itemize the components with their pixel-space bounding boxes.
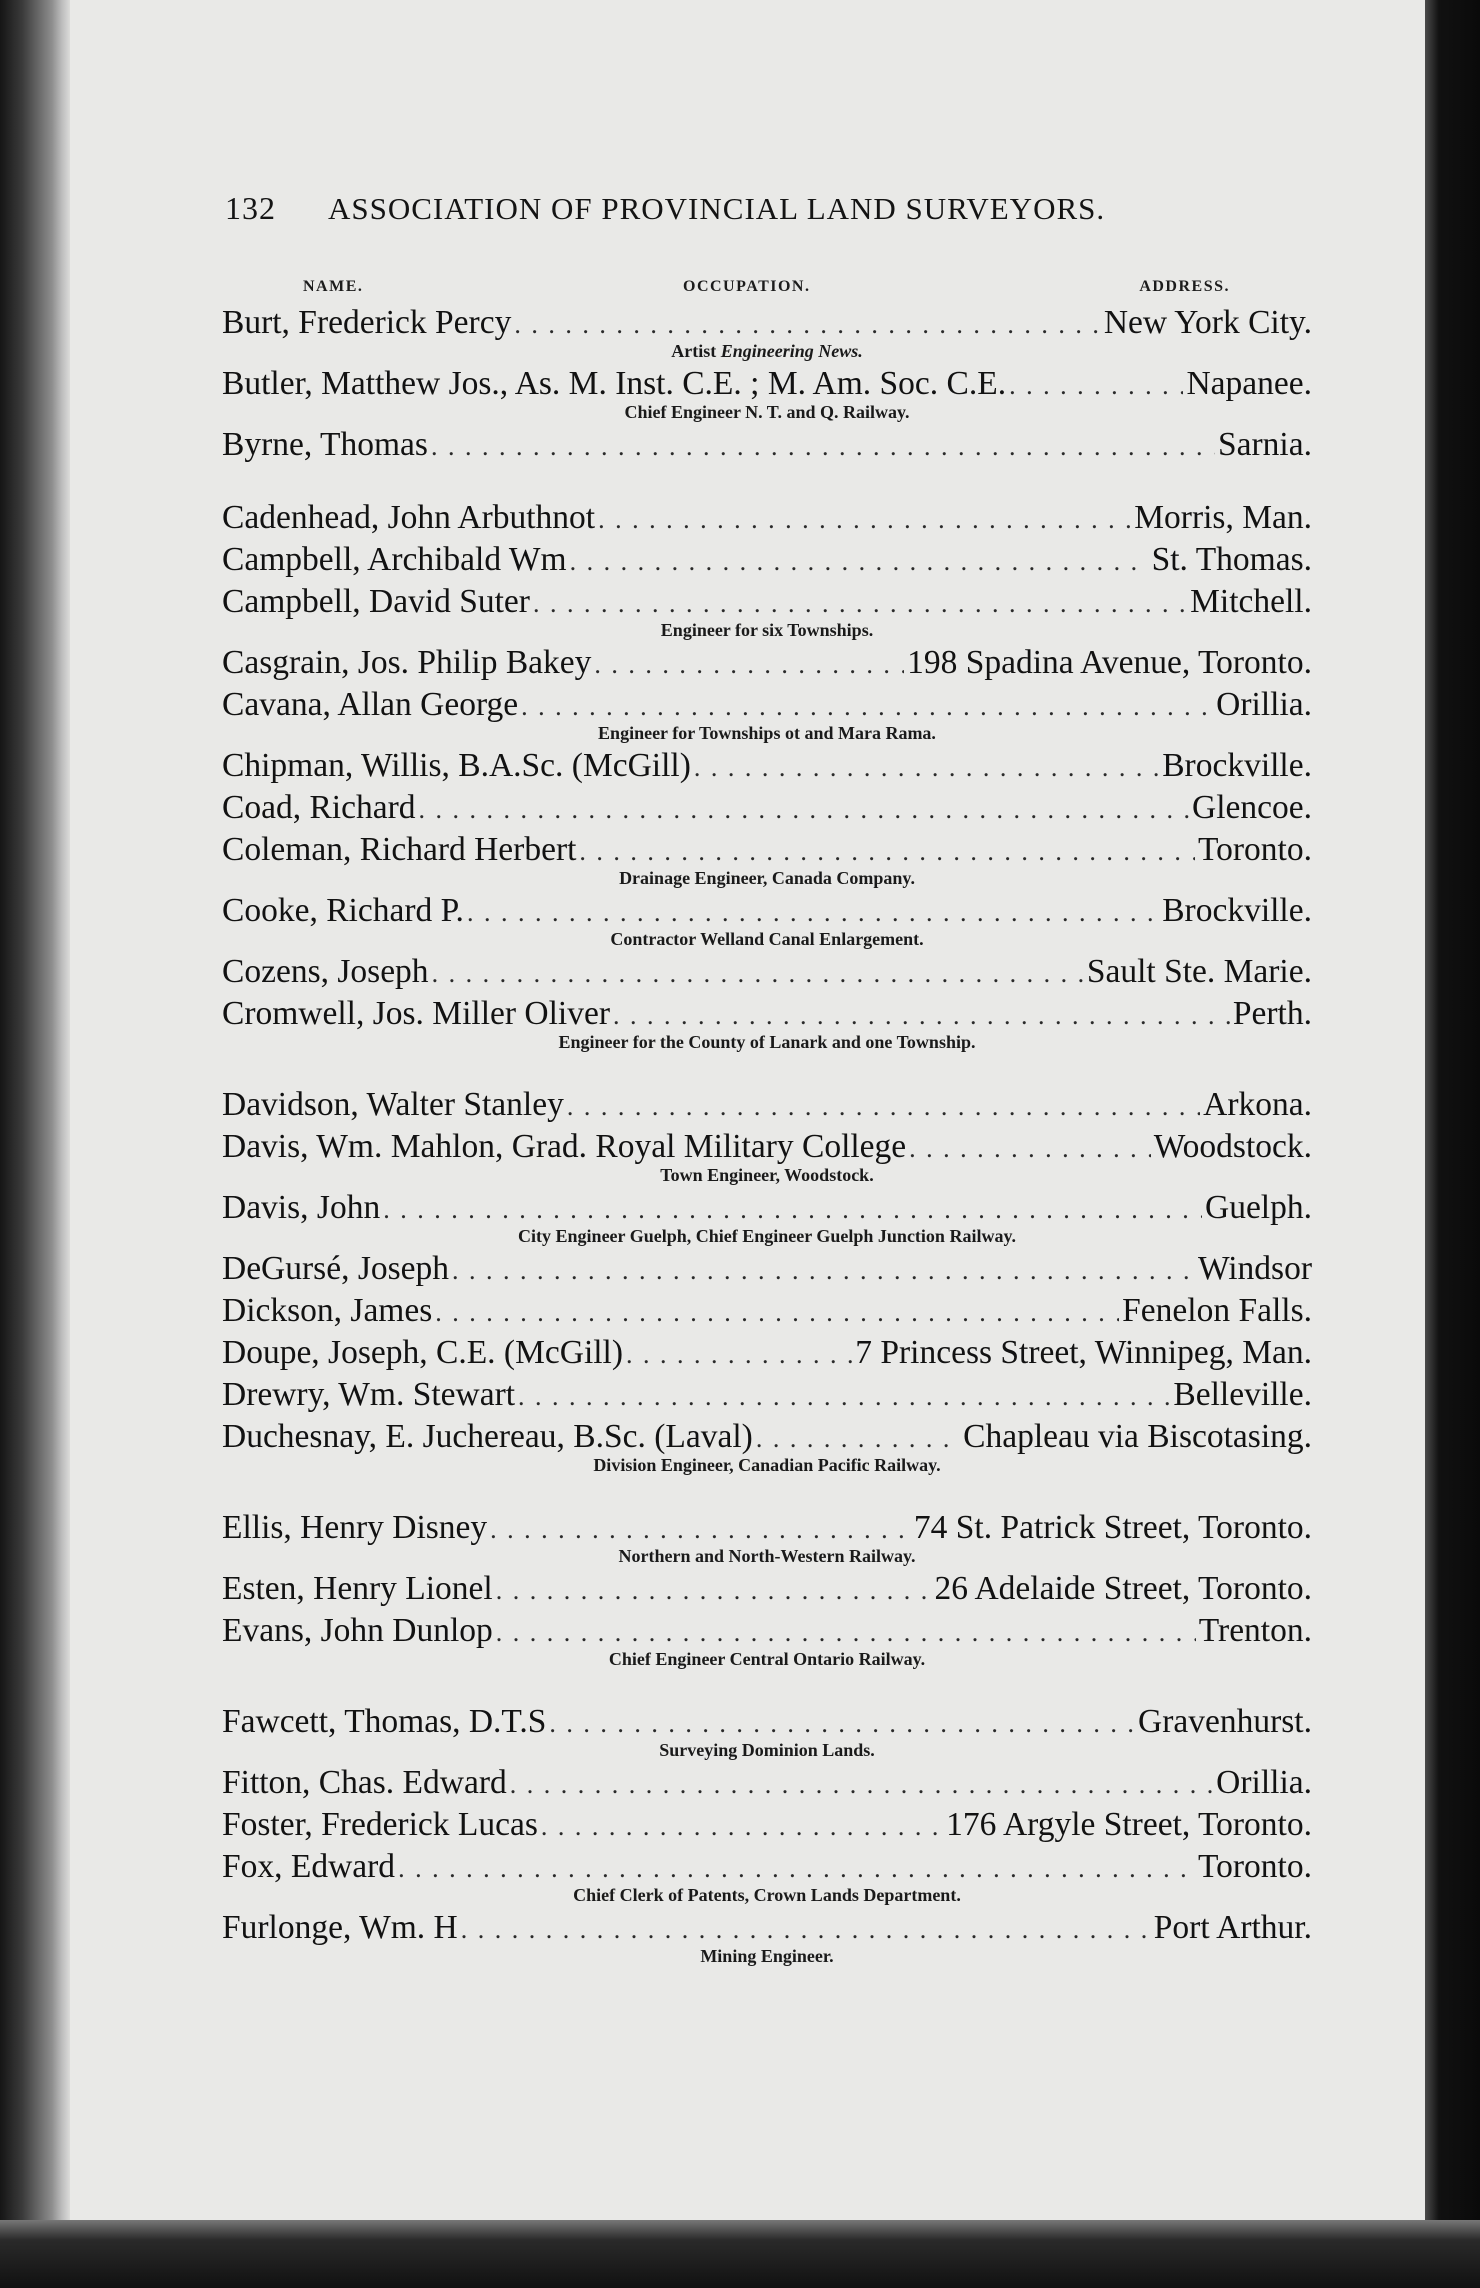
occupation-text: Artist [671,341,717,361]
entry-line [222,1084,1312,1126]
letter-group [222,1084,1312,1476]
member-name: Cooke, Richard P. [222,892,464,929]
entry-line [222,951,1312,993]
dot-leader [909,1128,1151,1170]
running-head [225,190,1185,227]
member-entry [222,787,1312,829]
member-entry [222,951,1312,993]
entry-line [222,1416,1312,1458]
dot-leader [570,541,1149,583]
member-name: Butler, Matthew Jos., As. M. Inst. C.E. ; M. Am. Soc. C.E. [222,365,1007,402]
dot-leader [598,499,1131,541]
member-address: Glencoe. [1192,789,1312,826]
member-name: Fitton, Chas. Edward [222,1764,507,1801]
entry-line [222,1187,1312,1229]
dot-leader [431,426,1215,468]
member-name: Coad, Richard [222,789,416,826]
occupation-text: Engineer for the County of Lanark and one Township. [558,1032,976,1052]
member-entry [222,642,1312,684]
member-entry [222,1610,1312,1670]
member-entry [222,1507,1312,1567]
member-name: Campbell, Archibald Wm [222,541,567,578]
dot-leader [518,1376,1170,1418]
entry-line [222,1126,1312,1168]
dot-leader [541,1806,943,1848]
member-address: Arkona. [1203,1086,1312,1123]
member-address: Toronto. [1198,831,1312,868]
entry-line [222,787,1312,829]
entry-line [222,993,1312,1035]
member-address: Fenelon Falls. [1122,1292,1312,1329]
member-entry [222,581,1312,641]
dot-leader [567,1086,1200,1128]
member-name: Cozens, Joseph [222,953,429,990]
member-entry [222,1846,1312,1906]
member-entry [222,424,1312,466]
member-entry [222,1416,1312,1476]
entry-line [222,539,1312,581]
member-entry [222,1804,1312,1846]
entry-line [222,1701,1312,1743]
dot-leader [626,1334,852,1376]
member-address: Port Arthur. [1153,1909,1312,1946]
letter-group [222,302,1312,466]
member-address: Woodstock. [1153,1128,1312,1165]
dot-leader [419,789,1190,831]
member-address: Chapleau via Biscotasing. [963,1418,1312,1455]
letter-group [222,1507,1312,1670]
entry-line [222,302,1312,344]
dot-leader [594,644,904,686]
member-address: Sault Ste. Marie. [1086,953,1312,990]
member-name: Burt, Frederick Percy [222,304,512,341]
member-name: Doupe, Joseph, C.E. (McGill) [222,1334,624,1371]
entry-line [222,1762,1312,1804]
member-name: Evans, John Dunlop [222,1612,493,1649]
occupation-text: Drainage Engineer, Canada Company. [619,868,915,888]
page-number: 132 [225,190,276,226]
member-name: Dickson, James [222,1292,433,1329]
member-name: Duchesnay, E. Juchereau, B.Sc. (Laval) [222,1418,753,1455]
occupation-text: Contractor Welland Canal Enlargement. [610,929,924,949]
scan-bottom-edge [0,2220,1480,2288]
letter-group [222,497,1312,1053]
occupation-text: Engineer for Townships ot and Mara Rama. [598,723,936,743]
occupation-text: Division Engineer, Canadian Pacific Railway. [593,1455,941,1475]
member-address: Trenton. [1198,1612,1312,1649]
member-name: Fox, Edward [222,1848,396,1885]
member-entry [222,890,1312,950]
member-entry [222,1332,1312,1374]
member-name: Ellis, Henry Disney [222,1509,488,1546]
dot-leader [1009,365,1183,407]
member-entry [222,1907,1312,1967]
member-list [222,302,1312,1998]
entry-line [222,642,1312,684]
member-entry [222,1290,1312,1332]
dot-leader [694,747,1159,789]
occupation-italic-text: Engineering News. [720,341,863,361]
occupation-text: Engineer for six Townships. [660,620,874,640]
member-name: Davidson, Walter Stanley [222,1086,564,1123]
member-name: Fawcett, Thomas, D.T.S [222,1703,547,1740]
member-address: Guelph. [1205,1189,1312,1226]
member-entry [222,745,1312,787]
member-address: Orillia. [1216,686,1312,723]
member-entry [222,1126,1312,1186]
member-name: Chipman, Willis, B.A.Sc. (McGill) [222,747,691,784]
member-name: Casgrain, Jos. Philip Bakey [222,644,592,681]
column-header-address: ADDRESS. [1139,278,1230,295]
member-entry [222,1701,1312,1761]
member-entry [222,1084,1312,1126]
member-entry [222,302,1312,362]
member-address: Brockville. [1162,747,1312,784]
member-address: Morris, Man. [1134,499,1312,536]
member-address: Sarnia. [1218,426,1312,463]
entry-line [222,1507,1312,1549]
member-entry [222,363,1312,423]
column-header-occupation: OCCUPATION. [683,278,811,295]
member-name: Esten, Henry Lionel [222,1570,493,1607]
member-address: 7 Princess Street, Winnipeg, Man. [855,1334,1312,1371]
entry-line [222,1374,1312,1416]
member-address: New York City. [1103,304,1312,341]
dot-leader [435,1292,1119,1334]
occupation-text: Mining Engineer. [700,1946,834,1966]
running-title: ASSOCIATION OF PROVINCIAL LAND SURVEYORS. [328,191,1106,226]
entry-line [222,1332,1312,1374]
member-entry [222,1374,1312,1416]
entry-line [222,1610,1312,1652]
entry-line [222,1568,1312,1610]
entry-line [222,1290,1312,1332]
member-address: Perth. [1232,995,1312,1032]
member-entry [222,1568,1312,1610]
occupation-text: Northern and North-Western Railway. [618,1546,916,1566]
dot-leader [432,953,1084,995]
occupation-text: Chief Engineer N. T. and Q. Railway. [624,402,910,422]
member-address: Brockville. [1162,892,1312,929]
member-name: Cavana, Allan George [222,686,519,723]
occupation-text: Chief Clerk of Patents, Crown Lands Department. [573,1885,961,1905]
entry-line [222,1907,1312,1949]
entry-line [222,363,1312,405]
occupation-text: City Engineer Guelph, Chief Engineer Guelph Junction Railway. [518,1226,1016,1246]
member-name: Furlonge, Wm. H [222,1909,458,1946]
letter-group [222,1701,1312,1967]
member-entry [222,1762,1312,1804]
book-spine-edge [0,0,70,2288]
member-entry [222,829,1312,889]
member-name: Drewry, Wm. Stewart [222,1376,516,1413]
member-name: Byrne, Thomas [222,426,428,463]
occupation-text: Town Engineer, Woodstock. [660,1165,874,1185]
occupation-text: Surveying Dominion Lands. [659,1740,875,1760]
member-name: Foster, Frederick Lucas [222,1806,538,1843]
member-entry [222,497,1312,539]
member-name: Davis, John [222,1189,381,1226]
member-address: Mitchell. [1190,583,1312,620]
member-name: Campbell, David Suter [222,583,530,620]
member-address: St. Thomas. [1151,541,1312,578]
entry-line [222,497,1312,539]
entry-line [222,581,1312,623]
member-address: Orillia. [1216,1764,1312,1801]
entry-line [222,684,1312,726]
entry-line [222,890,1312,932]
member-address: Belleville. [1173,1376,1312,1413]
dot-leader [510,1764,1213,1806]
member-name: Cadenhead, John Arbuthnot [222,499,596,536]
member-entry [222,539,1312,581]
entry-line [222,745,1312,787]
dot-leader [496,1570,932,1612]
occupation-text: Chief Engineer Central Ontario Railway. [608,1649,926,1669]
member-entry [222,993,1312,1053]
entry-line [222,829,1312,871]
entry-line [222,1804,1312,1846]
member-address: 176 Argyle Street, Toronto. [946,1806,1312,1843]
member-name: Coleman, Richard Herbert [222,831,577,868]
member-entry [222,684,1312,744]
member-address: Napanee. [1186,365,1312,402]
member-address: 198 Spadina Avenue, Toronto. [907,644,1312,681]
member-entry [222,1248,1312,1290]
member-name: Davis, Wm. Mahlon, Grad. Royal Military College [222,1128,907,1165]
member-address: 74 St. Patrick Street, Toronto. [913,1509,1312,1546]
member-name: Cromwell, Jos. Miller Oliver [222,995,610,1032]
member-address: Toronto. [1198,1848,1312,1885]
member-entry [222,1187,1312,1247]
facing-page-edge [1425,0,1480,2288]
member-address: Gravenhurst. [1138,1703,1312,1740]
member-address: Windsor [1197,1250,1312,1287]
entry-line [222,1846,1312,1888]
entry-line [222,1248,1312,1290]
member-name: DeGursé, Joseph [222,1250,450,1287]
member-address: 26 Adelaide Street, Toronto. [934,1570,1312,1607]
entry-line [222,424,1312,466]
dot-leader [452,1250,1195,1292]
column-header-name: NAME. [303,278,364,295]
